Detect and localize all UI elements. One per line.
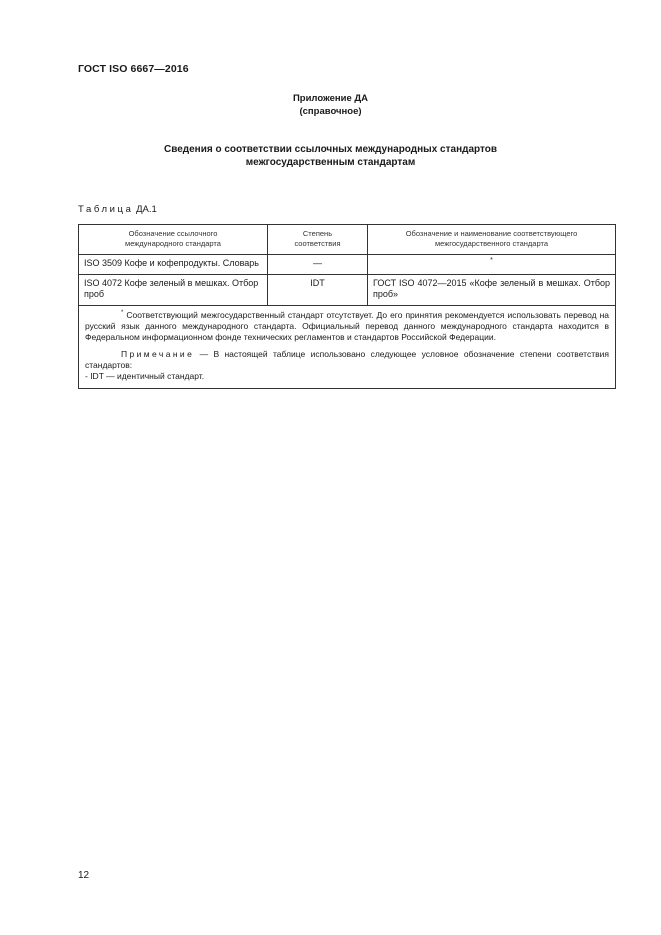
table-note [85, 349, 609, 371]
table-caption [78, 204, 157, 215]
table-caption-number: ДА.1 [136, 204, 157, 215]
column-header-gost-standard [368, 225, 616, 255]
document-code: ГОСТ ISO 6667—2016 [78, 63, 189, 75]
section-heading-line-2: межгосударственным стандартам [245, 157, 416, 168]
note-list-item: - IDT — идентичный стандарт. [85, 370, 205, 381]
footnote-mark: * [121, 309, 124, 316]
column-header-text: Степень [302, 229, 333, 238]
footnote-reference-mark: * [490, 257, 493, 264]
column-header-degree [268, 225, 368, 255]
note-label: Примечание [121, 348, 195, 359]
section-heading-line-1: Сведения о соответствии ссылочных международных стандартов [163, 144, 498, 155]
column-header-text: межгосударственного стандарта [435, 239, 548, 248]
table-row [79, 255, 616, 275]
page-number: 12 [78, 870, 90, 881]
table-row [79, 274, 616, 305]
column-header-text: международного стандарта [125, 239, 221, 248]
correspondence-table [78, 224, 616, 389]
table-caption-word: Таблица [78, 204, 134, 215]
table-footnote-cell [79, 305, 616, 388]
annex-type: (справочное) [299, 106, 362, 117]
cell-gost-standard [368, 255, 616, 275]
table-header-row [79, 225, 616, 255]
column-header-text: Обозначение ссылочного [128, 229, 218, 238]
table-footnote-row [79, 305, 616, 388]
cell-degree: IDT [268, 274, 368, 305]
cell-degree: — [268, 255, 368, 275]
column-header-text: соответствия [294, 239, 341, 248]
cell-intl-standard: ISO 4072 Кофе зеленый в мешках. Отбор проб [79, 274, 268, 305]
column-header-text: Обозначение и наименование соответствующего [405, 229, 578, 238]
footnote [85, 310, 609, 343]
footnote-text: Соответствующий межгосударственный стандарт отсутствует. До его принятия рекомендуется использовать перевод на русский язык данного международного стандарта. Официальный перевод данного международного стандарта находится в Федеральном информационном фонде технических регламентов и стандартов Российской Федерации. [85, 309, 610, 342]
cell-intl-standard: ISO 3509 Кофе и кофепродукты. Словарь [79, 255, 268, 275]
note-text: — В настоящей таблице использовано следующее условное обозначение степени соответствия стандартов: [85, 348, 609, 370]
annex-title: Приложение ДА [292, 93, 369, 104]
column-header-intl-standard [79, 225, 268, 255]
cell-gost-standard: ГОСТ ISO 4072—2015 «Кофе зеленый в мешках. Отбор проб» [368, 274, 616, 305]
